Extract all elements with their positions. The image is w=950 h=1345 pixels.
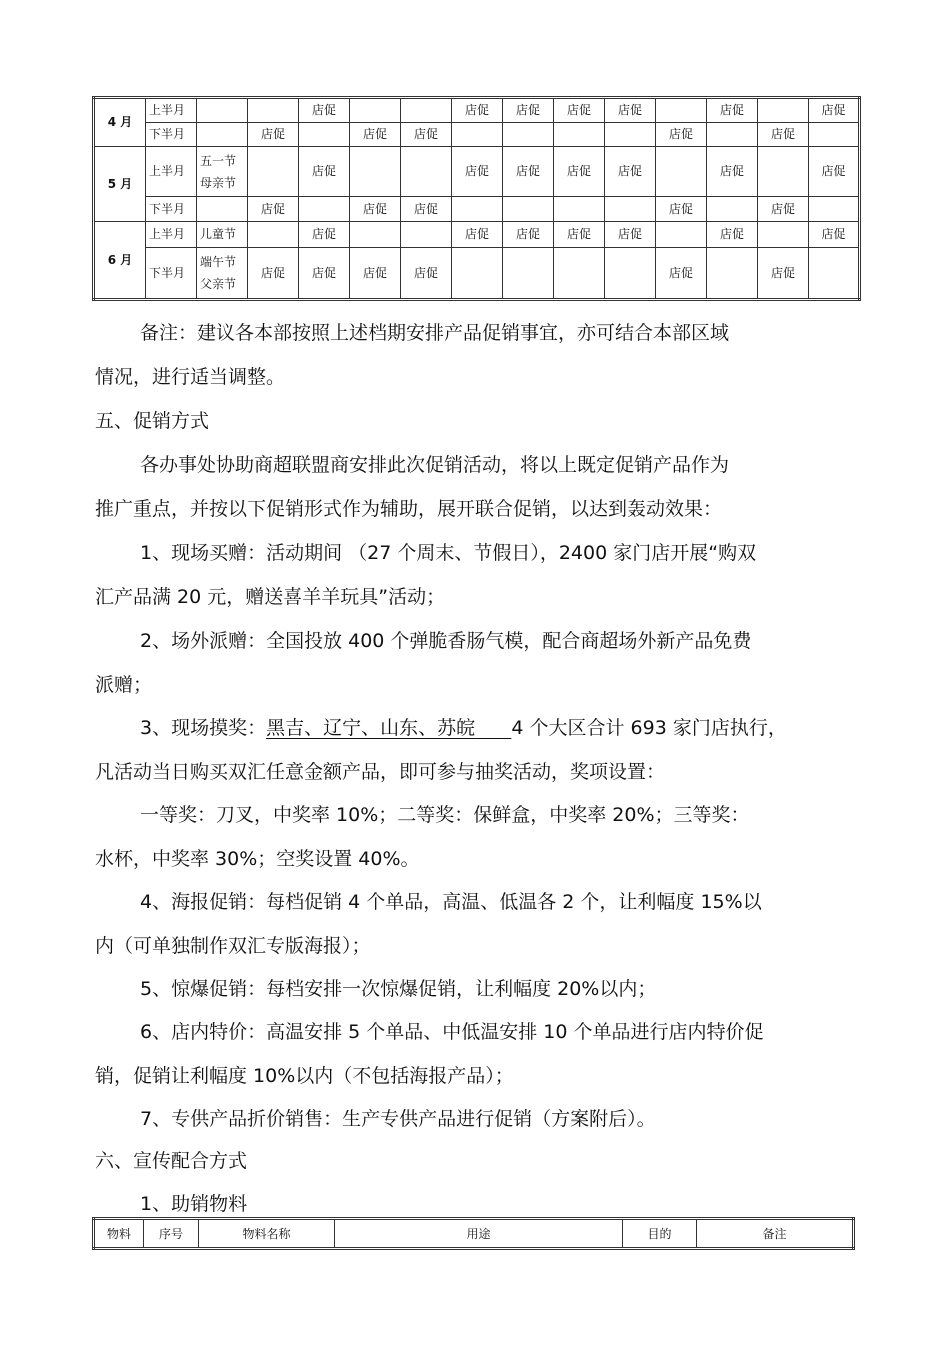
header-cell: 物料 [94, 1219, 144, 1249]
promo-cell [248, 222, 299, 248]
schedule-row [94, 147, 860, 197]
promo-cell: 店促 [707, 222, 758, 248]
schedule-row [94, 222, 860, 248]
half-month-cell: 下半月 [146, 248, 197, 300]
promo-cell [809, 197, 860, 222]
promo-cell [452, 123, 503, 147]
header-cell: 备注 [697, 1219, 854, 1249]
note-line-1: 备注：建议各本部按照上述档期安排产品促销事宜，亦可结合本部区域 [140, 322, 730, 344]
half-month-cell: 下半月 [146, 123, 197, 147]
holiday-name: 母亲节 [200, 175, 237, 190]
promo-cell: 店促 [248, 123, 299, 147]
item3-prefix: 3、现场摸奖： [140, 717, 267, 739]
holiday-cell [197, 248, 248, 300]
promo-cell: 店促 [452, 222, 503, 248]
item3-line-2: 凡活动当日购买双汇任意金额产品，即可参与抽奖活动，奖项设置： [95, 761, 666, 783]
promo-cell [503, 123, 554, 147]
item4-line-2: 内（可单独制作双汇专版海报）； [95, 935, 371, 957]
item1-line-1: 1、现场买赠：活动期间 （27 个周末、节假日），2400 家门店开展“购双 [140, 542, 757, 564]
promo-cell [656, 147, 707, 197]
promo-cell [656, 98, 707, 123]
month-cell: 6 月 [94, 222, 146, 300]
promo-cell: 店促 [707, 147, 758, 197]
item7-line: 7、专供产品折价销售：生产专供产品进行促销（方案附后）。 [140, 1108, 656, 1130]
item4-line-1: 4、海报促销：每档促销 4 个单品，高温、低温各 2 个，让利幅度 15%以 [140, 891, 762, 913]
promo-cell: 店促 [656, 123, 707, 147]
promo-cell: 店促 [299, 222, 350, 248]
promo-cell: 店促 [299, 248, 350, 300]
promo-cell [809, 248, 860, 300]
month-cell: 5 月 [94, 147, 146, 222]
promo-cell [809, 123, 860, 147]
promo-cell: 店促 [605, 222, 656, 248]
promo-cell: 店促 [554, 222, 605, 248]
promo-cell [299, 197, 350, 222]
promo-cell [707, 248, 758, 300]
materials-table [92, 1217, 855, 1250]
promo-cell [401, 222, 452, 248]
header-cell: 用途 [335, 1219, 623, 1249]
promo-cell: 店促 [503, 147, 554, 197]
promo-cell: 店促 [605, 98, 656, 123]
promo-cell [350, 222, 401, 248]
item2-line-1: 2、场外派赠：全国投放 400 个弹脆香肠气模，配合商超场外新产品免费 [140, 630, 752, 652]
half-month-cell: 上半月 [146, 98, 197, 123]
promo-cell: 店促 [656, 197, 707, 222]
promo-cell: 店促 [707, 98, 758, 123]
month-cell: 4 月 [94, 98, 146, 147]
promo-cell [452, 248, 503, 300]
item3-regions: 黑吉、辽宁、山东、苏皖 [266, 717, 476, 739]
half-month-cell: 上半月 [146, 147, 197, 197]
promo-cell: 店促 [401, 197, 452, 222]
promo-cell [401, 147, 452, 197]
item1-line-2: 汇产品满 20 元，赠送喜羊羊玩具”活动； [95, 586, 446, 608]
promo-cell: 店促 [554, 147, 605, 197]
promo-cell [605, 123, 656, 147]
promo-cell [656, 222, 707, 248]
promo-cell [401, 98, 452, 123]
promo-cell: 店促 [401, 248, 452, 300]
holiday-cell [197, 197, 248, 222]
section6-sub-1: 1、助销物料 [140, 1193, 248, 1215]
holiday-name: 父亲节 [200, 277, 237, 291]
promo-cell [554, 248, 605, 300]
header-cell: 序号 [144, 1219, 199, 1249]
promo-cell [605, 197, 656, 222]
promo-cell [350, 98, 401, 123]
schedule-row [94, 197, 860, 222]
promo-cell: 店促 [503, 222, 554, 248]
materials-header-row [94, 1219, 854, 1249]
promo-cell [299, 123, 350, 147]
promo-cell: 店促 [809, 222, 860, 248]
half-month-cell: 上半月 [146, 222, 197, 248]
promo-cell: 店促 [401, 123, 452, 147]
promo-cell [707, 123, 758, 147]
promo-cell: 店促 [350, 197, 401, 222]
holiday-cell: 儿童节 [197, 222, 248, 248]
header-cell: 目的 [623, 1219, 697, 1249]
promo-cell: 店促 [248, 248, 299, 300]
promo-cell: 店促 [452, 147, 503, 197]
promo-cell: 店促 [809, 98, 860, 123]
item3-suffix: 4 个大区合计 693 家门店执行， [511, 717, 787, 739]
promo-cell: 店促 [809, 147, 860, 197]
holiday-cell [197, 147, 248, 197]
promo-cell [554, 197, 605, 222]
promo-cell: 店促 [452, 98, 503, 123]
promo-cell: 店促 [350, 123, 401, 147]
promo-cell: 店促 [758, 197, 809, 222]
holiday-cell [197, 123, 248, 147]
item6-line-1: 6、店内特价：高温安排 5 个单品、中低温安排 10 个单品进行店内特价促 [140, 1021, 764, 1043]
section6-heading: 六、宣传配合方式 [95, 1150, 248, 1172]
item6-line-2: 销，促销让利幅度 10%以内（不包括海报产品）； [95, 1065, 514, 1087]
promo-cell: 店促 [554, 98, 605, 123]
prize-line-1: 一等奖：刀叉，中奖率 10%；二等奖：保鲜盒，中奖率 20%；三等奖： [140, 804, 750, 826]
header-cell: 物料名称 [199, 1219, 335, 1249]
promo-cell [452, 197, 503, 222]
promo-cell: 店促 [350, 248, 401, 300]
promo-cell: 店促 [758, 248, 809, 300]
prize-line-2: 水杯，中奖率 30%；空奖设置 40%。 [95, 848, 420, 870]
promo-cell: 店促 [503, 98, 554, 123]
section5-intro-1: 各办事处协助商超联盟商安排此次促销活动，将以上既定促销产品作为 [140, 454, 730, 476]
section5-heading: 五、促销方式 [95, 410, 210, 432]
promo-cell: 店促 [605, 147, 656, 197]
holiday-name: 五一节 [200, 153, 237, 168]
item3-line-1 [140, 715, 787, 741]
promo-cell [248, 98, 299, 123]
promo-cell [248, 147, 299, 197]
schedule-row [94, 248, 860, 300]
section5-intro-2: 推广重点，并按以下促销形式作为辅助，展开联合促销，以达到轰动效果： [95, 498, 723, 520]
promo-cell: 店促 [656, 248, 707, 300]
promo-cell: 店促 [299, 98, 350, 123]
note-line-2: 情况，进行适当调整。 [95, 366, 286, 388]
promotion-schedule-table [92, 96, 861, 301]
promo-cell [503, 248, 554, 300]
promo-cell: 店促 [248, 197, 299, 222]
promo-cell [554, 123, 605, 147]
schedule-row [94, 98, 860, 123]
holiday-name: 端午节 [200, 255, 237, 269]
promo-cell [503, 197, 554, 222]
promo-cell: 店促 [758, 123, 809, 147]
promo-cell [605, 248, 656, 300]
holiday-cell [197, 98, 248, 123]
promo-cell [707, 197, 758, 222]
promo-cell [758, 147, 809, 197]
item5-line: 5、惊爆促销：每档安排一次惊爆促销，让利幅度 20%以内； [140, 978, 657, 1000]
schedule-row [94, 123, 860, 147]
promo-cell: 店促 [299, 147, 350, 197]
promo-cell [758, 98, 809, 123]
half-month-cell: 下半月 [146, 197, 197, 222]
item2-line-2: 派赠； [95, 674, 153, 696]
promo-cell [758, 222, 809, 248]
promo-cell [350, 147, 401, 197]
